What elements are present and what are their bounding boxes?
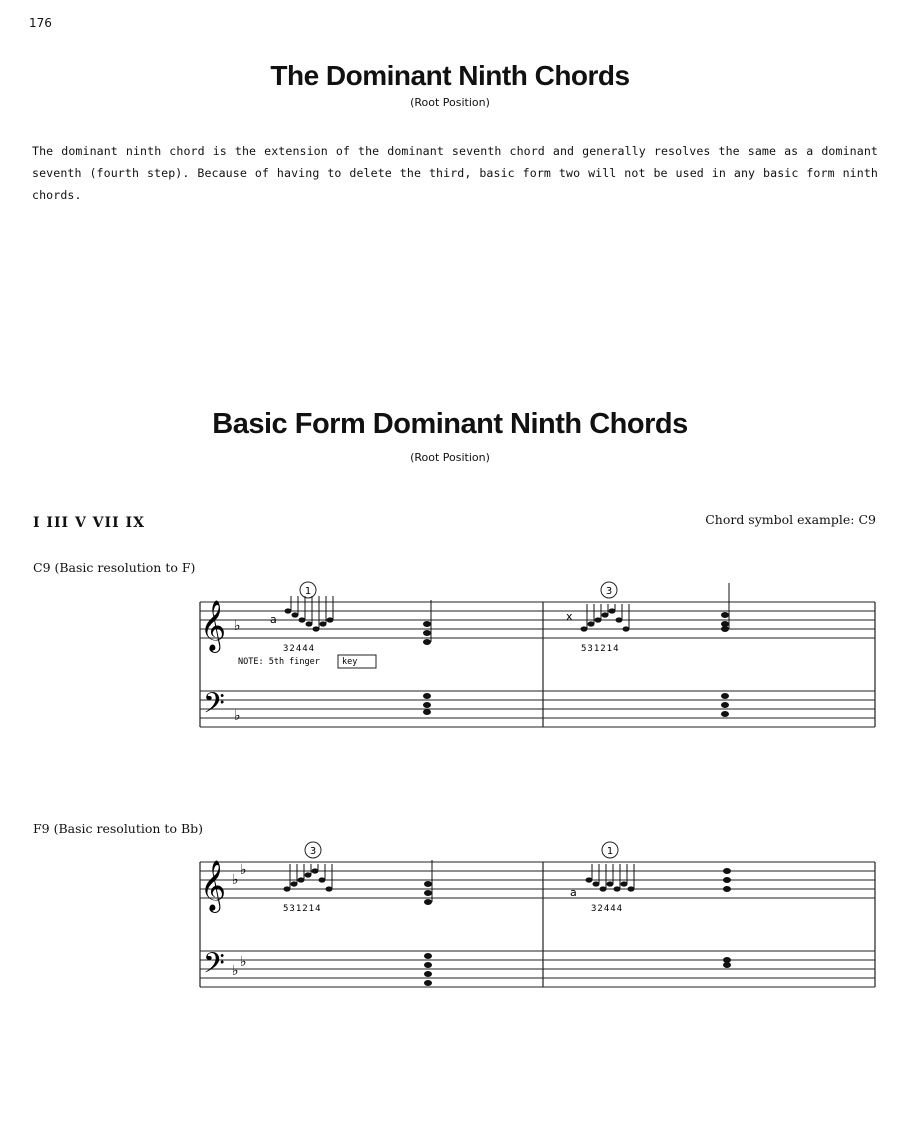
fingering: 32444 [591, 904, 624, 914]
bass-staff-lines [200, 691, 875, 727]
example-label: C9 (Basic resolution to F) [33, 560, 196, 575]
note-highlight: key [342, 657, 358, 667]
resolution-chord [423, 600, 431, 715]
page-subtitle: (Root Position) [410, 96, 490, 109]
fingering: 531214 [283, 904, 322, 914]
intro-paragraph: The dominant ninth chord is the extension of the dominant seventh chord and generally resolves the same as a dominant seventh (fourth step). Because of having to delete the third, basic form two will not be used in any basic form ninth chords. [32, 144, 878, 202]
arpeggio-chord-1 [270, 596, 334, 632]
arpeggio-chord-2 [570, 864, 635, 899]
note-text: NOTE: 5th finger [238, 657, 320, 667]
fingering: 32444 [283, 644, 316, 654]
resolution-chord [723, 868, 731, 968]
chord-degrees: I III V VII IX [33, 515, 145, 531]
form-number: 3 [605, 586, 613, 597]
form-number: 1 [304, 586, 312, 597]
bass-staff-lines [200, 951, 875, 987]
section-subtitle: (Root Position) [410, 451, 490, 464]
arpeggio-chord-1 [284, 864, 333, 892]
bass-clef-icon: 𝄢 [203, 687, 225, 727]
flat-icon: ♭ [232, 872, 239, 888]
page-number: 176 [29, 16, 52, 30]
flat-icon: ♭ [232, 963, 239, 979]
grand-staff-f9 [0, 838, 900, 998]
chord-symbol-example: Chord symbol example: C9 [705, 512, 876, 527]
section-title: Basic Form Dominant Ninth Chords [212, 408, 688, 440]
page-title: The Dominant Ninth Chords [270, 60, 630, 91]
form-number: 1 [606, 846, 614, 857]
bass-clef-icon: 𝄢 [203, 947, 225, 987]
flat-icon: ♭ [240, 862, 247, 878]
flat-icon: ♭ [234, 708, 241, 724]
fingering: 531214 [581, 644, 620, 654]
accidental-icon: a [570, 886, 577, 899]
accidental-icon: x [566, 610, 573, 623]
resolution-chord [424, 860, 432, 986]
treble-clef-icon: 𝄞 [200, 860, 227, 911]
flat-icon: ♭ [234, 618, 241, 634]
arpeggio-chord-2 [566, 604, 630, 632]
resolution-chord [721, 583, 729, 717]
flat-icon: ♭ [240, 954, 247, 970]
form-number: 3 [309, 846, 317, 857]
treble-clef-icon: 𝄞 [200, 600, 227, 651]
accidental-icon: a [270, 613, 277, 626]
example-label: F9 (Basic resolution to Bb) [33, 821, 204, 836]
grand-staff-c9 [0, 578, 900, 738]
